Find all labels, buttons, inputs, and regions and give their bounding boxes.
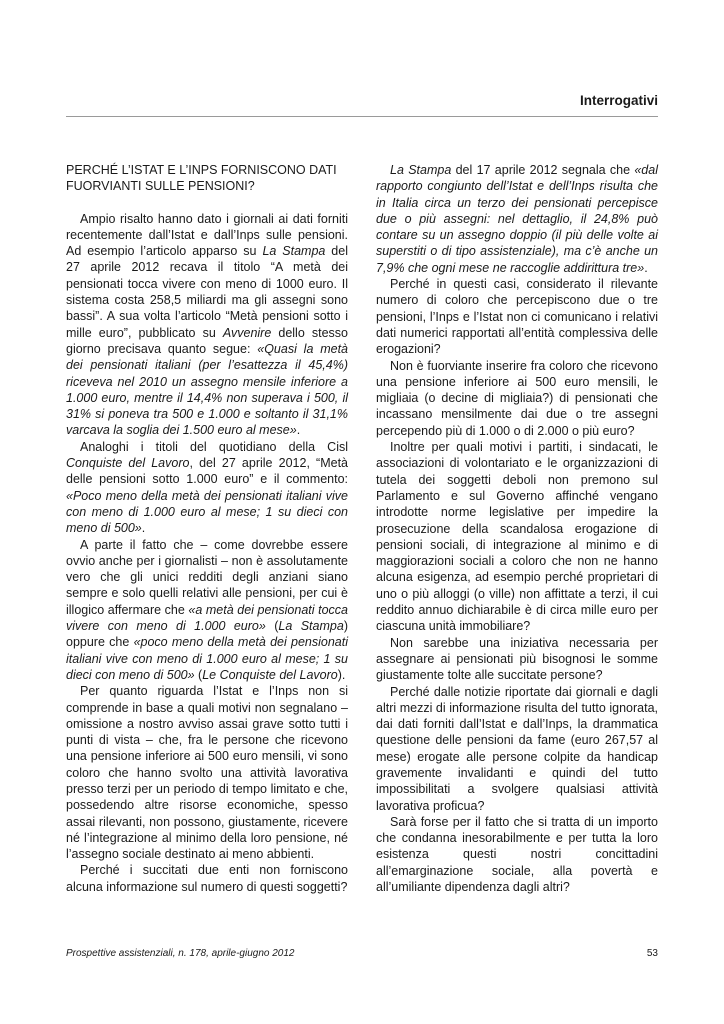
paragraph: A parte il fatto che – come dovrebbe essere ovvio anche per i giornalisti – non è assolutamente vero che gli unici redditi degli anziani siano sempre e solo quelli relativi alle pensioni, per cui è illogico affermare che «a metà dei pensionati tocca vivere con meno di 1.000 euro» (La Stampa) oppure che «poco meno della metà dei pensionati italiani vive con meno di 1.000 euro al mese; 1 su dieci con meno di 500» (Le Conquiste del Lavoro). xyxy=(66,537,348,682)
paragraph: Perché i succitati due enti non forniscono alcuna informazione sul numero di questi soggetti? xyxy=(66,863,348,894)
paragraph: Ampio risalto hanno dato i giornali ai dati forniti recentemente dall’Istat e dall’Inps sulle pensioni. Ad esempio l’articolo apparso su La Stampa del 27 aprile 2012 recava il titolo “A metà dei pensionati tocca vivere con meno di 1000 euro. Il sistema costa 258,5 miliardi ma gli assegni sono bassi”. A sua volta l’articolo “Metà pensioni sotto i mille euro”, pubblicato su Avvenire dello stesso giorno precisava quanto segue: «Quasi la metà dei pensionati italiani (per l’esattezza il 45,4%) riceveva nel 2010 un assegno mensile inferiore a 1.000 euro, mentre il 14,4% non superava i 500, il 31% si poneva tra 500 e 1.000 e soltanto il 31,1% varcava la soglia dei 1.500 euro al mese». xyxy=(66,211,348,438)
paragraph: Analoghi i titoli del quotidiano della Cisl Conquiste del Lavoro, del 27 aprile 2012, “Metà delle pensioni sotto 1.000 euro” e il commento: «Poco meno della metà dei pensionati italiani vive con meno di 1.000 euro al mese; 1 su dieci con meno di 500». xyxy=(66,439,348,536)
paragraph: Per quanto riguarda l’Istat e l’Inps non si comprende in base a quali motivi non segnalano – omissione a nostro avviso assai grave sotto tutti i punti di vista – che, fra le persone che ricevono una pensione inferiore ai 500 euro mensili, vi sono coloro che hanno svolto una attività lavorativa presso terzi per un periodo di tempo limitato e che, possedendo altre risorse economiche, spesso assai rilevanti, non possono, giustamente, ricevere né l’integrazione al minimo della loro pensione, né l’assegno sociale destinato ai meno abbienti. xyxy=(66,684,348,862)
paragraph: Non sarebbe una iniziativa necessaria per assegnare ai pensionati più bisognosi le somme giustamente tolte alle succitate persone? xyxy=(376,635,658,683)
right-column xyxy=(376,162,658,895)
page-header-title: Interrogativi xyxy=(579,93,658,108)
footer-page-number: 53 xyxy=(646,948,658,959)
footer-journal: Prospettive assistenziali, n. 178, aprile-giugno 2012 xyxy=(66,948,295,959)
left-column xyxy=(66,162,348,895)
header-rule xyxy=(66,116,658,117)
paragraph: Perché in questi casi, considerato il rilevante numero di coloro che percepiscono due o tre pensioni, l’Inps e l’Istat non ci comunicano i relativi dati numerici rapportati all’entità complessiva delle erogazioni? xyxy=(376,277,658,357)
paragraph: Perché dalle notizie riportate dai giornali e dagli altri mezzi di informazione risulta del tutto ignorata, dai dati forniti dall’Istat e dall’Inps, la drammatica questione delle pensioni da fame (euro 267,57 al mese) erogate alle persone colpite da handicap gravemente invalidanti e quindi del tutto impossibilitati a svolgere qualsiasi attività lavorativa proficua? xyxy=(376,684,658,813)
article-title: PERCHÉ L’ISTAT E L’INPS FORNISCONO DATI FUORVIANTI SULLE PENSIONI? xyxy=(66,163,337,194)
right-column-text xyxy=(376,162,658,895)
paragraph: Non è fuorviante inserire fra coloro che ricevono una pensione inferiore ai 500 euro mensili, le migliaia (o decine di migliaia?) di pensionati che incassano mensilmente dai due o tre assegni percependo più di 1.000 o di 2.000 o più euro? xyxy=(376,358,658,438)
paragraph: La Stampa del 17 aprile 2012 segnala che «dal rapporto congiunto dell’Istat e dell’Inps risulta che in Italia circa un terzo dei pensionati percepisce due o più assegni: nel dettaglio, il 24,8% può contare su un assegno doppio (il più delle volte ai superstiti o di tipo assistenziale), ma c’è anche un 7,9% che ogni mese ne raccoglie addirittura tre». xyxy=(376,163,658,275)
left-column-text xyxy=(66,211,348,895)
paragraph: Sarà forse per il fatto che si tratta di un importo che condanna inesorabilmente e per tutta la loro esistenza questi nostri concittadini all’emarginazione sociale, alla povertà e all’umiliante dipendenza dagli altri? xyxy=(376,814,658,895)
paragraph: Inoltre per quali motivi i partiti, i sindacati, le associazioni di volontariato e le organizzazioni di tutela dei soggetti deboli non premono sul Parlamento e sul Governo affinché vengano introdotte norme legislative per impedire la prosecuzione della scandalosa erogazione di pensioni sociali, di integrazione al minimo e di maggiorazioni sociali a coloro che non ne hanno alcuna esigenza, ad esempio perché proprietari di uno o più alloggi (o ville) non affittate a terzi, il cui reddito annuo dichiarabile è di circa mille euro per ciascuna unità immobiliare? xyxy=(376,440,658,634)
